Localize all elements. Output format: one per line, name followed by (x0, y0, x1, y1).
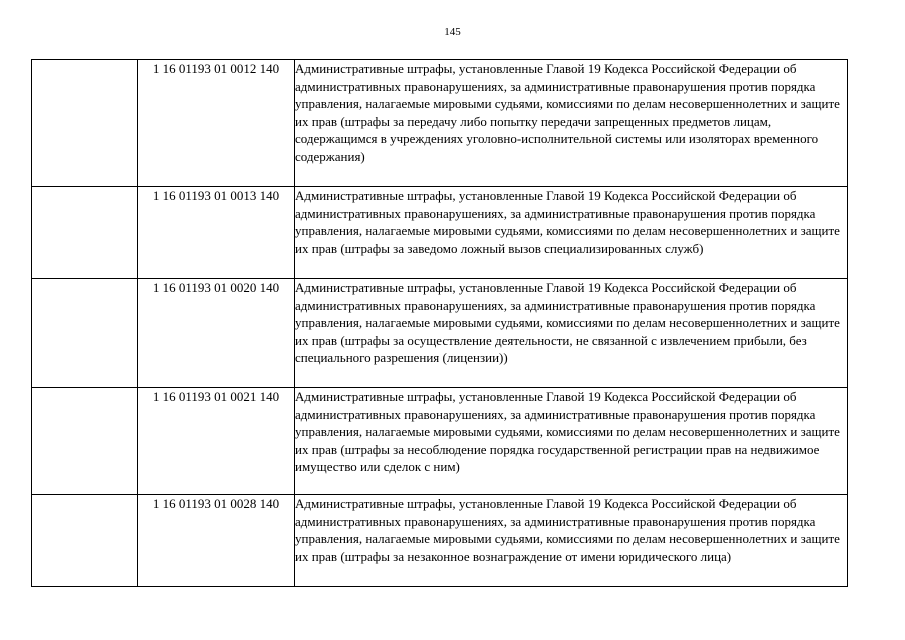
table-row (32, 279, 848, 388)
page-number: 145 (444, 26, 461, 38)
empty-cell (32, 60, 138, 187)
code-description: Административные штрафы, установленные Главой 19 Кодекса Российской Федерации об административных правонарушениях, за административные правонарушения против порядка управления, налагаемые мировыми судьями, комиссиями по делам несовершеннолетних и защите их прав (штрафы за осуществление деятельности, не связанной с извлечением прибыли, без специального разрешения (лицензии)) (295, 279, 848, 388)
table-row (32, 60, 848, 187)
empty-cell (32, 388, 138, 495)
budget-code: 1 16 01193 01 0012 140 (138, 60, 295, 187)
table-row (32, 187, 848, 279)
code-description: Административные штрафы, установленные Главой 19 Кодекса Российской Федерации об административных правонарушениях, за административные правонарушения против порядка управления, налагаемые мировыми судьями, комиссиями по делам несовершеннолетних и защите их прав (штрафы за несоблюдение порядка государственной регистрации прав на недвижимое имущество или сделок с ним) (295, 388, 848, 495)
empty-cell (32, 279, 138, 388)
empty-cell (32, 187, 138, 279)
table-row (32, 388, 848, 495)
code-description: Административные штрафы, установленные Главой 19 Кодекса Российской Федерации об административных правонарушениях, за административные правонарушения против порядка управления, налагаемые мировыми судьями, комиссиями по делам несовершеннолетних и защите их прав (штрафы за заведомо ложный вызов специализированных служб) (295, 187, 848, 279)
budget-code: 1 16 01193 01 0028 140 (138, 495, 295, 587)
budget-code: 1 16 01193 01 0020 140 (138, 279, 295, 388)
code-description: Административные штрафы, установленные Главой 19 Кодекса Российской Федерации об административных правонарушениях, за административные правонарушения против порядка управления, налагаемые мировыми судьями, комиссиями по делам несовершеннолетних и защите их прав (штрафы за передачу либо попытку передачи запрещенных предметов лицам, содержащимся в учреждениях уголовно-исполнительной системы или изоляторах временного содержания) (295, 60, 848, 187)
budget-code: 1 16 01193 01 0021 140 (138, 388, 295, 495)
budget-code: 1 16 01193 01 0013 140 (138, 187, 295, 279)
table-row (32, 495, 848, 587)
budget-codes-table (31, 59, 848, 587)
code-description: Административные штрафы, установленные Главой 19 Кодекса Российской Федерации об административных правонарушениях, за административные правонарушения против порядка управления, налагаемые мировыми судьями, комиссиями по делам несовершеннолетних и защите их прав (штрафы за незаконное вознаграждение от имени юридического лица) (295, 495, 848, 587)
empty-cell (32, 495, 138, 587)
